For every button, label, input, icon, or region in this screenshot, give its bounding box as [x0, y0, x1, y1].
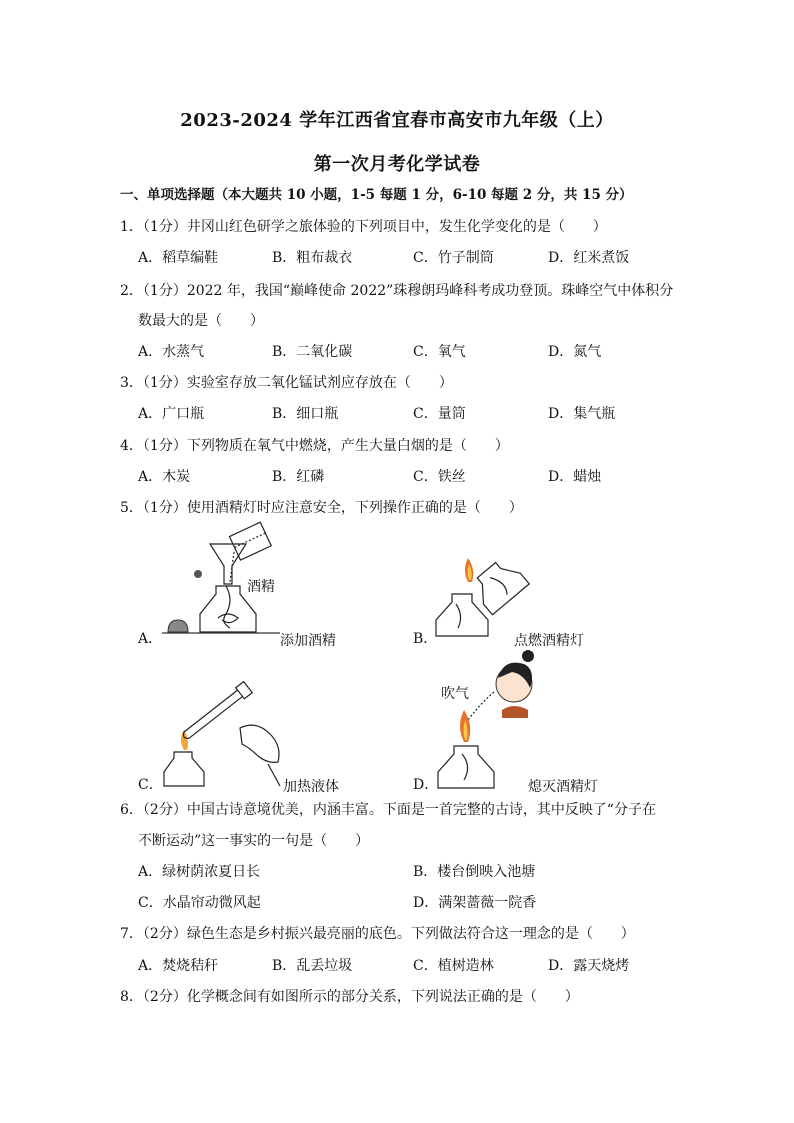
q6-option-b: B．楼台倒映入池塘	[413, 864, 536, 880]
q6-option-c: C．水晶帘动微风起	[138, 895, 261, 911]
section-heading: 一、单项选择题（本大题共 10 小题，1-5 每题 1 分，6-10 每题 2 分，共 15 分）	[120, 187, 633, 203]
q1-option-c: C．竹子制筒	[413, 250, 494, 266]
q7-option-d: D．露天烧烤	[548, 958, 630, 974]
q6-option-d: D．满架蔷薇一院香	[413, 895, 537, 911]
label-blow: 吹气	[441, 686, 469, 702]
question-6-stem-line2: 不断运动”这一事实的一句是（ ）	[138, 833, 370, 849]
q7-option-c: C．植树造林	[413, 958, 494, 974]
q4-option-d: D．蜡烛	[548, 469, 602, 485]
exam-title: 2023-2024 学年江西省宜春市高安市九年级（上）	[180, 110, 614, 131]
q5-caption-b: 点燃酒精灯	[514, 633, 584, 649]
q2-option-a: A．水蒸气	[138, 344, 205, 360]
question-6-stem-line1: 6．（2分）中国古诗意境优美，内涵丰富。下面是一首完整的古诗，其中反映了“分子在	[120, 802, 656, 818]
question-3-stem: 3．（1分）实验室存放二氧化锰试剂应存放在（ ）	[120, 375, 453, 391]
q3-option-c: C．量筒	[413, 406, 466, 422]
q5-option-d-letter: D．	[413, 777, 439, 793]
q2-option-b: B．二氧化碳	[272, 344, 353, 360]
blow-out-lamp-illustration	[432, 648, 542, 796]
label-alcohol: 酒精	[247, 579, 275, 595]
question-2-stem-line1: 2．（1分）2022 年，我国“巅峰使命 2022”珠穆朗玛峰科考成功登顶。珠峰空气中体积分	[120, 283, 674, 299]
q4-option-a: A．木炭	[138, 469, 191, 485]
q5-caption-a: 添加酒精	[280, 633, 336, 649]
q1-option-b: B．粗布裁衣	[272, 250, 353, 266]
question-2-stem-line2: 数最大的是（ ）	[138, 313, 264, 329]
q6-option-a: A．绿树荫浓夏日长	[138, 864, 261, 880]
q2-option-c: C．氧气	[413, 344, 466, 360]
exam-subtitle: 第一次月考化学试卷	[313, 154, 481, 175]
q5-option-c-letter: C．	[138, 777, 163, 793]
q5-option-b-letter: B．	[413, 631, 438, 647]
q3-option-b: B．细口瓶	[272, 406, 339, 422]
q4-option-b: B．红磷	[272, 469, 325, 485]
heat-liquid-illustration	[160, 690, 290, 800]
q5-caption-d: 熄灭酒精灯	[528, 779, 598, 795]
q1-option-d: D．红米煮饭	[548, 250, 630, 266]
question-5-stem: 5．（1分）使用酒精灯时应注意安全，下列操作正确的是（ ）	[120, 500, 523, 516]
q5-option-a-letter: A．	[138, 631, 163, 647]
q4-option-c: C．铁丝	[413, 469, 466, 485]
question-8-stem: 8．（2分）化学概念间有如图所示的部分关系，下列说法正确的是（ ）	[120, 989, 579, 1005]
q3-option-d: D．集气瓶	[548, 406, 616, 422]
question-4-stem: 4．（1分）下列物质在氧气中燃烧，产生大量白烟的是（ ）	[120, 438, 509, 454]
q7-option-b: B．乱丢垃圾	[272, 958, 353, 974]
q3-option-a: A．广口瓶	[138, 406, 205, 422]
q1-option-a: A．稻草编鞋	[138, 250, 219, 266]
q5-caption-c: 加热液体	[283, 779, 339, 795]
question-1-stem: 1．（1分）井冈山红色研学之旅体验的下列项目中，发生化学变化的是（ ）	[120, 219, 607, 235]
question-7-stem: 7．（2分）绿色生态是乡村振兴最亮丽的底色。下列做法符合这一理念的是（ ）	[120, 926, 635, 942]
q7-option-a: A．焚烧秸秆	[138, 958, 219, 974]
q2-option-d: D．氮气	[548, 344, 602, 360]
